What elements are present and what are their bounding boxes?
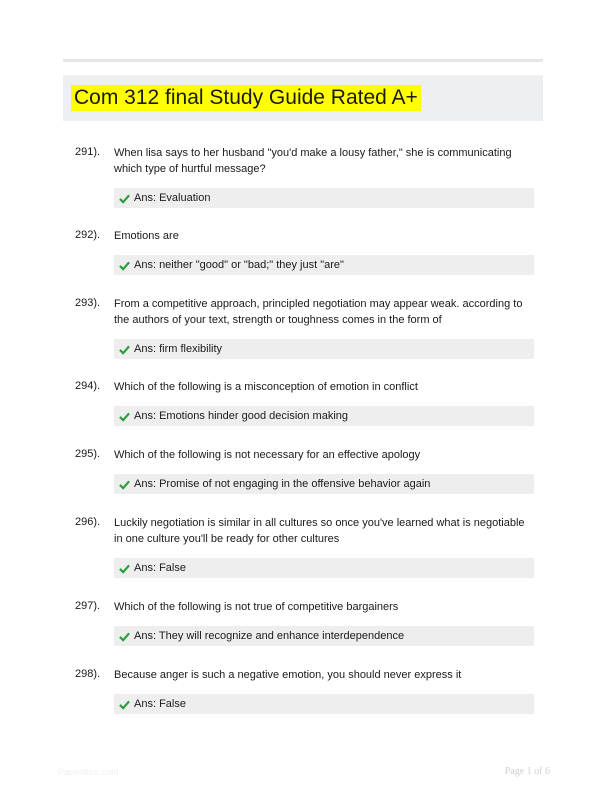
- answer-box: [114, 694, 534, 714]
- answer-box: [114, 406, 534, 426]
- question-number: 294).: [75, 380, 101, 392]
- question-item: [75, 515, 535, 578]
- check-icon: [119, 631, 130, 642]
- check-icon: [119, 411, 130, 422]
- question-number: 295).: [75, 448, 101, 460]
- question-item: [75, 599, 535, 646]
- answer-text: Ans: Promise of not engaging in the offensive behavior again: [134, 478, 431, 490]
- check-icon: [119, 479, 130, 490]
- answer-box: [114, 339, 534, 359]
- question-text: Because anger is such a negative emotion, you should never express it: [114, 669, 462, 681]
- question-text: From a competitive approach, principled negotiation may appear weak. according to the authors of your text, strength or toughness comes in the form of: [114, 298, 523, 326]
- answer-text: Ans: Emotions hinder good decision making: [134, 410, 349, 422]
- question-number: 292).: [75, 229, 101, 241]
- answer-text: Ans: False: [134, 698, 186, 710]
- answer-box: [114, 558, 534, 578]
- answer-box: [114, 474, 534, 494]
- question-item: [75, 296, 535, 359]
- question-item: [75, 447, 535, 494]
- check-icon: [119, 563, 130, 574]
- answer-text: Ans: Evaluation: [134, 192, 211, 204]
- top-divider: [63, 59, 543, 62]
- answer-text: Ans: They will recognize and enhance interdependence: [134, 630, 405, 642]
- answer-text: Ans: neither "good" or "bad;" they just "are": [134, 259, 344, 271]
- question-text: When lisa says to her husband "you'd make a lousy father," she is communicating which type of hurtful message?: [114, 147, 512, 175]
- check-icon: [119, 699, 130, 710]
- check-icon: [119, 193, 130, 204]
- question-item: [75, 228, 535, 275]
- question-item: [75, 379, 535, 426]
- title-band: [63, 75, 543, 121]
- answer-text: Ans: firm flexibility: [134, 343, 223, 355]
- question-number: 296).: [75, 516, 101, 528]
- answer-box: [114, 188, 534, 208]
- check-icon: [119, 260, 130, 271]
- footer-watermark: Paperlibre.com: [58, 767, 119, 777]
- question-text: Which of the following is not true of competitive bargainers: [114, 601, 399, 613]
- question-number: 291).: [75, 146, 101, 158]
- question-item: [75, 667, 535, 714]
- question-item: [75, 145, 535, 208]
- answer-box: [114, 255, 534, 275]
- question-number: 297).: [75, 600, 101, 612]
- document-title: Com 312 final Study Guide Rated A+: [71, 85, 421, 111]
- question-number: 298).: [75, 668, 101, 680]
- check-icon: [119, 344, 130, 355]
- answer-text: Ans: False: [134, 562, 186, 574]
- page-number: Page 1 of 6: [504, 766, 550, 777]
- question-text: Emotions are: [114, 230, 179, 242]
- question-text: Which of the following is not necessary for an effective apology: [114, 449, 421, 461]
- question-text: Luckily negotiation is similar in all cultures so once you've learned what is negotiable in one culture you'll be ready for other cultures: [114, 517, 525, 545]
- answer-box: [114, 626, 534, 646]
- question-text: Which of the following is a misconception of emotion in conflict: [114, 381, 418, 393]
- question-number: 293).: [75, 297, 101, 309]
